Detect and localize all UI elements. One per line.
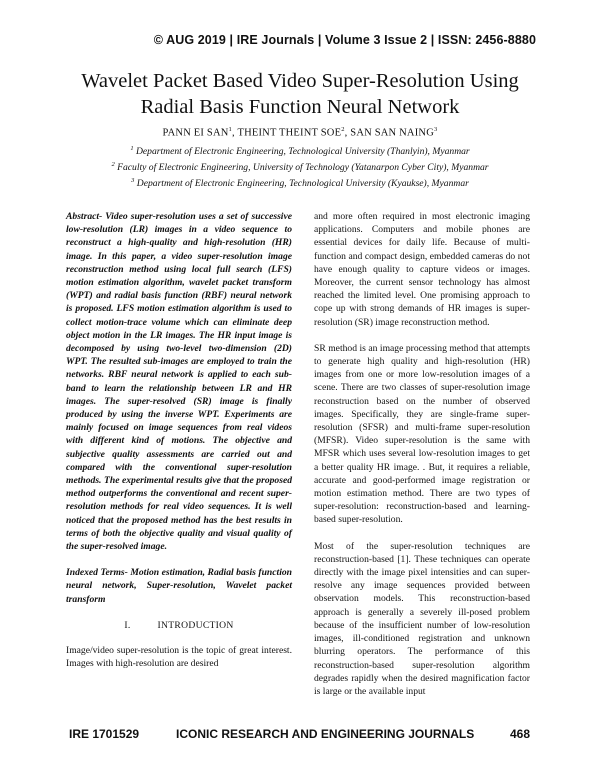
affiliations: [0, 142, 600, 191]
author-2: , THEINT THEINT SOE: [232, 127, 342, 139]
footer-journal-name: ICONIC RESEARCH AND ENGINEERING JOURNALS: [176, 727, 475, 741]
footer-paper-id: IRE 1701529: [69, 727, 140, 741]
author-1: PANN EI SAN: [162, 127, 229, 139]
title-line-2: Radial Basis Function Neural Network: [140, 96, 460, 118]
journal-header: © AUG 2019 | IRE Journals | Volume 3 Issue 2 | ISSN: 2456-8880: [153, 33, 536, 47]
body-paragraph-2: SR method is an image processing method that attempts to generate high quality and high-resolution (HR) images from one or more low-resolution images of a scene. There are two classes of super-resolution image reconstruction based on the number of observed images. Specifically, they are single-frame super-resolution (SFSR) and multi-frame super-resolution (MFSR). Video super-resolution is the same with MFSR which uses several low-resolution images to get a better quality HR image. . But, it requires a reliable, accurate and good-performed image registration or motion estimation method. There are two types of super-resolution: reconstruction-based and learning-based super-resolution.: [314, 342, 530, 526]
affiliation-2-num: 2: [111, 161, 115, 169]
affiliation-1-text: Department of Electronic Engineering, Technological University (Thanlyin), Myanmar: [133, 146, 470, 158]
intro-paragraph: Image/video super-resolution is the topic of great interest. Images with high-resolution are desired: [66, 645, 292, 670]
affiliation-2: [0, 158, 600, 174]
author-3-sup: 3: [433, 126, 438, 133]
right-column: [314, 210, 530, 711]
author-2-sup: 2: [341, 126, 345, 133]
author-3: , SAN SAN NAING: [344, 127, 434, 139]
section-number: I.: [124, 619, 131, 631]
affiliation-3-num: 3: [131, 177, 135, 185]
abstract: Abstract- Video super-resolution uses a set of successive low-resolution (LR) images in a video sequence to reconstruct a high-quality and high-resolution (HR) image. In this paper, a video super-resolution image reconstruction method using local full search (LFS) motion estimation algorithm, wavelet packet transform (WPT) and radial basis function (RBF) neural network is proposed. LFS motion estimation algorithm is used to collect motion-trace volume which can eliminate deep object motion in the LR images. The HR input image is decomposed by using two-level two-dimension (2D) WPT. The resulted sub-images are employed to train the networks. RBF neural network is applied to each sub-band to learn the relationship between LR and HR images. The super-resolved (SR) image is finally produced by using the inverse WPT. Experiments are mainly focused on image sequences from real videos with different kind of motions. The objective and subjective quality assessments are carried out and compared with the conventional super-resolution methods. The experimental results give that the proposed method outperforms the conventional and recent super-resolution methods for real video sequences. It is well noticed that the proposed method has the best results in terms of both the objective quality and visual quality of the super-resolved image.: [66, 211, 292, 553]
affiliation-1: [0, 142, 600, 158]
section-heading: [66, 619, 292, 632]
author-1-sup: 1: [228, 126, 232, 133]
body-paragraph-1: and more often required in most electronic imaging applications. Computers and mobile phones are essential devices for daily life. Because of multi-function and compact design, embedded cameras do not have enough quality to capture videos or images. Moreover, the current sensor technology has almost reached the limited level. One promising approach to cope up with strong demands of HR images is super-resolution (SR) image reconstruction method.: [314, 211, 530, 328]
body-paragraph-3: Most of the super-resolution techniques are reconstruction-based [1]. These techniques can operate directly with the image pixel intensities and can super-resolve any image sequences provided between observation models. This reconstruction-based approach is generally a severely ill-posed problem because of the insufficient number of low-resolution images, ill-conditioned registration and unknown blurring operators. The performance of this reconstruction-based super-resolution algorithm degrades rapidly when the desired magnification factor is large or the available input: [314, 540, 530, 697]
affiliation-1-num: 1: [130, 145, 134, 152]
affiliation-2-text: Faculty of Electronic Engineering, University of Technology (Yatanarpon Cyber City), Myanmar: [114, 162, 489, 174]
title-line-1: Wavelet Packet Based Video Super-Resolution Using: [81, 70, 519, 92]
affiliation-3-text: Department of Electronic Engineering, Technological University (Kyaukse), Myanmar: [134, 178, 469, 190]
paper-title: [0, 68, 600, 120]
left-column: [66, 210, 292, 684]
affiliation-3: [0, 174, 600, 190]
footer-page-number: 468: [510, 727, 531, 741]
author-list: [0, 126, 600, 139]
index-terms: Indexed Terms- Motion estimation, Radial basis function neural network, Super-resolution, Wavelet packet transform: [66, 567, 292, 605]
section-title: INTRODUCTION: [157, 619, 234, 631]
